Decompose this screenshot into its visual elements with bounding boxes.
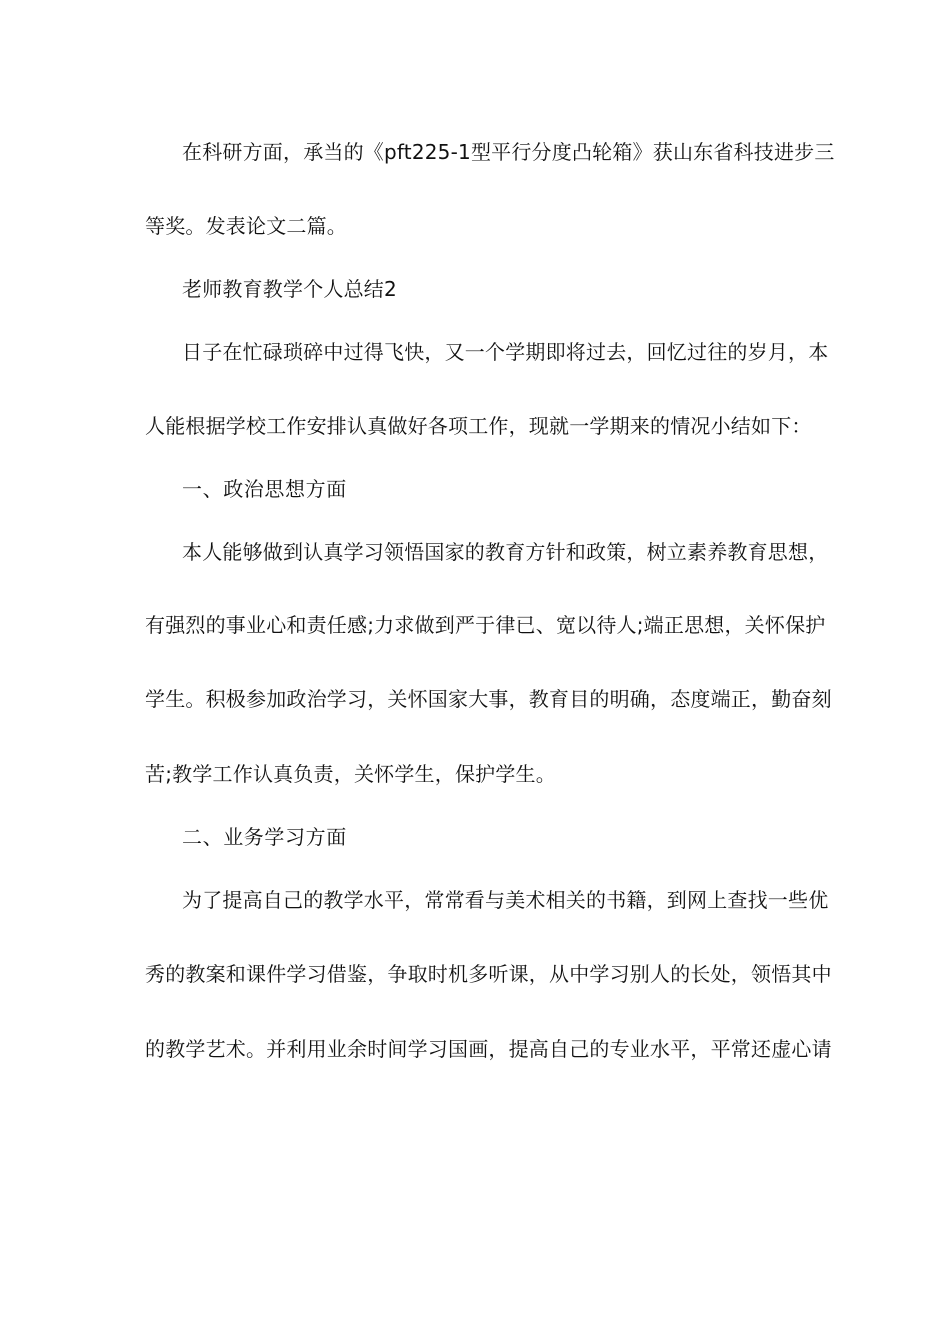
paragraph-research-line-2: 等奖。发表论文二篇。 (145, 214, 347, 238)
paragraph-political-line-2: 有强烈的事业心和责任感;力求做到严于律已、宽以待人;端正思想，关怀保护 (145, 613, 826, 637)
paragraph-political-line-1: 本人能够做到认真学习领悟国家的教育方针和政策，树立素养教育思想， (182, 540, 829, 564)
paragraph-study-line-2: 秀的教案和课件学习借鉴，争取时机多听课，从中学习别人的长处，领悟其中 (145, 962, 832, 986)
paragraph-intro-line-1: 日子在忙碌琐碎中过得飞快，又一个学期即将过去，回忆过往的岁月，本 (182, 340, 829, 364)
paragraph-intro-line-2: 人能根据学校工作安排认真做好各项工作，现就一学期来的情况小结如下： (145, 414, 812, 438)
heading-political-thought: 一、政治思想方面 (182, 477, 347, 501)
paragraph-research-line-1: 在科研方面，承当的《pft225-1型平行分度凸轮箱》获山东省科技进步三 (182, 140, 835, 164)
section-title-summary-2: 老师教育教学个人总结2 (182, 277, 397, 301)
heading-professional-study: 二、业务学习方面 (182, 825, 347, 849)
paragraph-political-line-4: 苦;教学工作认真负责，关怀学生，保护学生。 (145, 762, 556, 786)
paragraph-political-line-3: 学生。积极参加政治学习，关怀国家大事，教育目的明确，态度端正，勤奋刻 (145, 687, 832, 711)
paragraph-study-line-1: 为了提高自己的教学水平，常常看与美术相关的书籍，到网上查找一些优 (182, 888, 829, 912)
paragraph-study-line-3: 的教学艺术。并利用业余时间学习国画，提高自己的专业水平，平常还虚心请 (145, 1037, 832, 1061)
